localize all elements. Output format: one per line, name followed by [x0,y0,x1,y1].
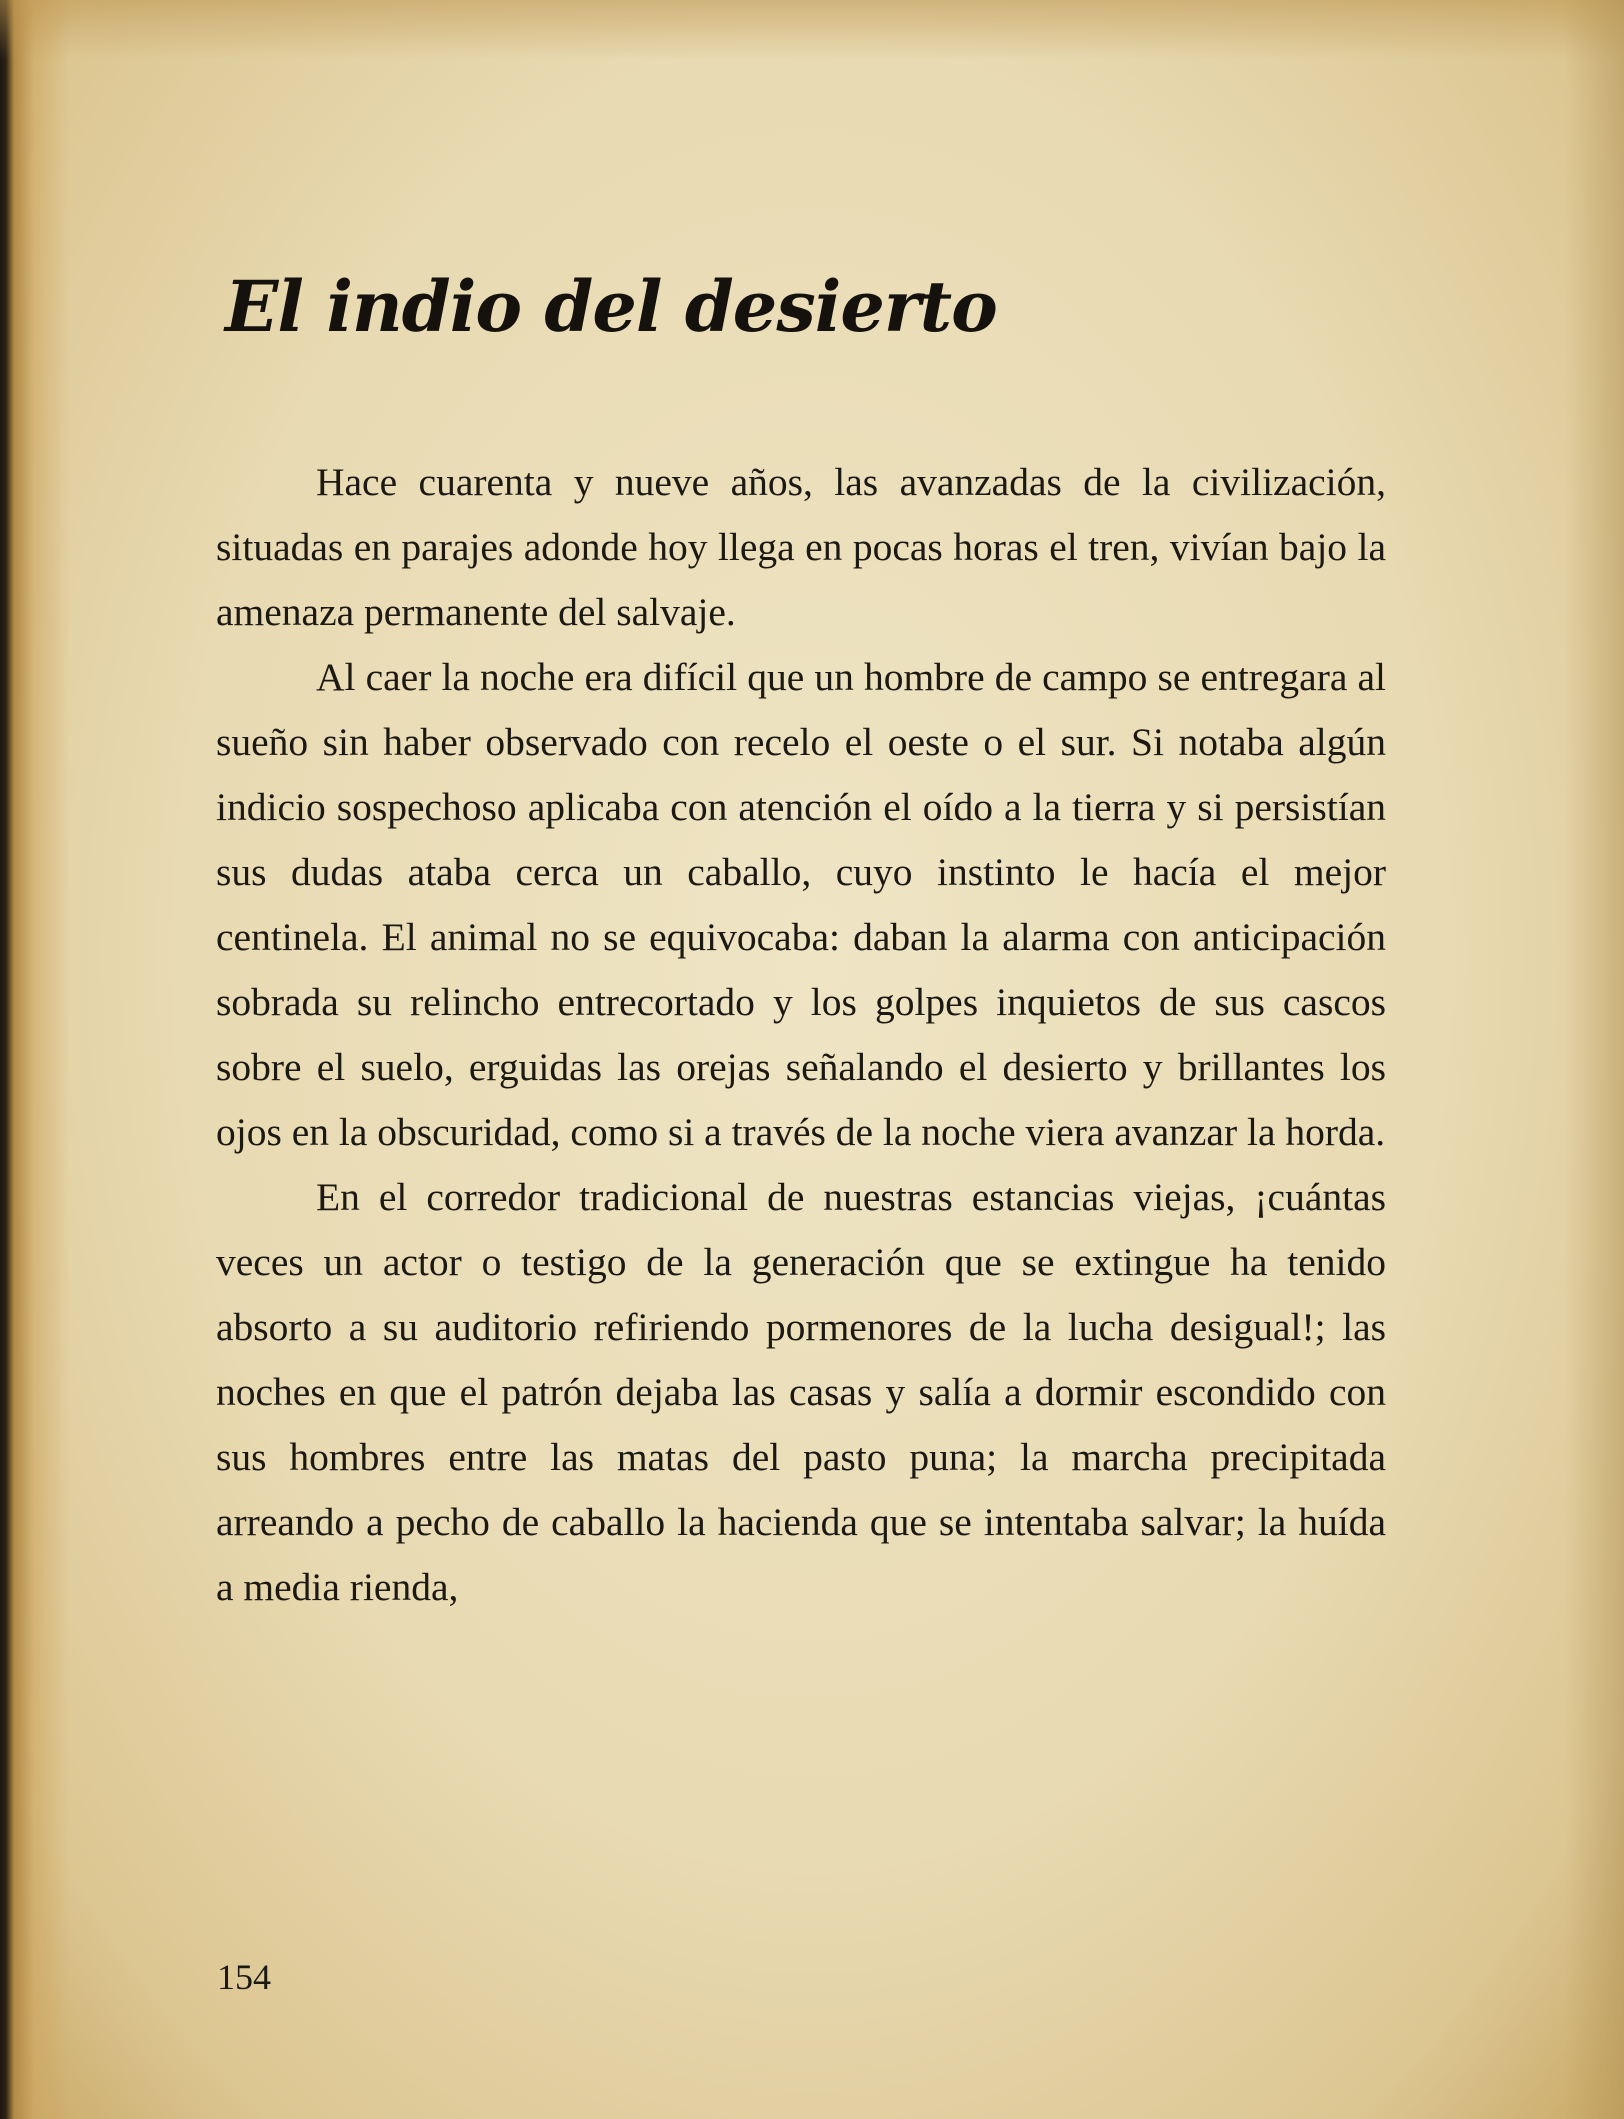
paragraph-1: Hace cuarenta y nueve años, las avanzadas de la civilización, situadas en parajes adonde hoy llega en pocas horas el tren, vivían bajo la amenaza permanente del salvaje. [216,460,1386,634]
chapter-title: El indio del desierto [225,265,997,348]
paragraph-3: En el corredor tradicional de nuestras estancias viejas, ¡cuántas veces un actor o testigo de la generación que se extingue ha tenido absorto a su auditorio refiriendo pormenores de la lucha desigual!; las noches en que el patrón dejaba las casas y salía a dormir escondido con sus hombres entre las matas del pasto puna; la marcha precipitada arreando a pecho de caballo la hacienda que se intentaba salvar; la huída a media rienda, [216,1175,1386,1609]
paragraph-2: Al caer la noche era difícil que un hombre de campo se entregara al sueño sin haber observado con recelo el oeste o el sur. Si notaba algún indicio sospechoso aplicaba con atención el oído a la tierra y si persistían sus dudas ataba cerca un caballo, cuyo instinto le hacía el mejor centinela. El animal no se equivocaba: daban la alarma con anticipación sobrada su relincho entrecortado y los golpes inquietos de sus cascos sobre el suelo, erguidas las orejas señalando el desierto y brillantes los ojos en la obscuridad, como si a través de la noche viera avanzar la horda. [216,655,1386,1154]
page-edge-shadow [0,0,1624,60]
page-number: 154 [217,1957,271,1997]
body-text [216,450,1386,1620]
